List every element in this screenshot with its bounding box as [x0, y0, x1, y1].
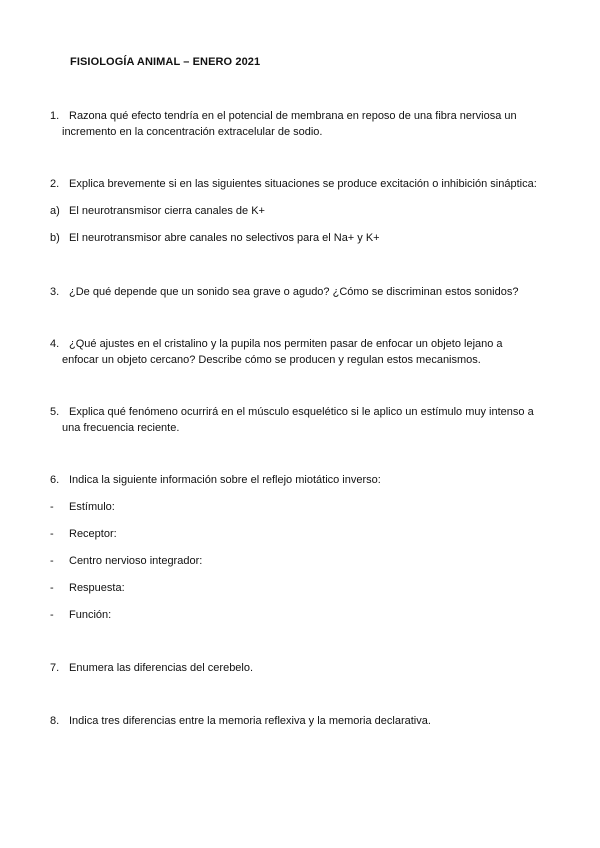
question-4: [50, 336, 550, 368]
list-item-text: El neurotransmisor abre canales no selectivos para el Na+ y K+: [69, 232, 380, 244]
list-item-text: Respuesta:: [69, 582, 125, 594]
list-marker: -: [50, 528, 54, 540]
question-text-continued: enfocar un objeto cercano? Describe cómo se producen y regulan estos mecanismos.: [62, 354, 481, 366]
list-marker: -: [50, 555, 54, 567]
list-marker: a): [50, 205, 60, 217]
question-text-continued: incremento en la concentración extracelular de sodio.: [62, 126, 323, 138]
question-text: ¿Qué ajustes en el cristalino y la pupila nos permiten pasar de enfocar un objeto lejano a: [69, 338, 503, 350]
list-item-text: El neurotransmisor cierra canales de K+: [69, 205, 265, 217]
list-item: [50, 526, 117, 542]
list-item: [50, 230, 380, 246]
question-8: [50, 713, 550, 729]
list-marker: -: [50, 501, 54, 513]
question-6: [50, 472, 550, 488]
list-item: [50, 553, 202, 569]
question-number: 3.: [50, 286, 60, 298]
question-7: [50, 660, 550, 676]
list-marker: b): [50, 232, 60, 244]
question-text: ¿De qué depende que un sonido sea grave o agudo? ¿Cómo se discriminan estos sonidos?: [69, 286, 519, 298]
question-5: [50, 404, 550, 436]
question-text: Enumera las diferencias del cerebelo.: [69, 662, 254, 674]
question-text: Explica qué fenómeno ocurrirá en el músculo esquelético si le aplico un estímulo muy intenso a: [69, 406, 534, 418]
list-item: [50, 203, 265, 219]
list-item-text: Centro nervioso integrador:: [69, 555, 203, 567]
list-item: [50, 607, 111, 623]
question-number: 2.: [50, 178, 60, 190]
question-number: 5.: [50, 406, 60, 418]
question-1: [50, 108, 550, 140]
list-marker: -: [50, 609, 54, 621]
list-item-text: Estímulo:: [69, 501, 115, 513]
question-number: 6.: [50, 474, 60, 486]
list-item: [50, 580, 125, 596]
question-text-continued: una frecuencia reciente.: [62, 422, 180, 434]
list-item: [50, 499, 115, 515]
question-number: 4.: [50, 338, 60, 350]
question-number: 1.: [50, 110, 60, 122]
list-item-text: Receptor:: [69, 528, 117, 540]
page-title: FISIOLOGÍA ANIMAL – ENERO 2021: [70, 56, 261, 68]
question-2: [50, 176, 550, 192]
list-item-text: Función:: [69, 609, 112, 621]
question-number: 7.: [50, 662, 60, 674]
list-marker: -: [50, 582, 54, 594]
question-number: 8.: [50, 715, 60, 727]
question-text: Indica la siguiente información sobre el reflejo miotático inverso:: [69, 474, 381, 486]
question-text: Razona qué efecto tendría en el potencial de membrana en reposo de una fibra nerviosa un: [69, 110, 517, 122]
question-text: Explica brevemente si en las siguientes situaciones se produce excitación o inhibición sináptica:: [69, 178, 537, 190]
question-3: [50, 284, 550, 300]
question-text: Indica tres diferencias entre la memoria reflexiva y la memoria declarativa.: [69, 715, 431, 727]
